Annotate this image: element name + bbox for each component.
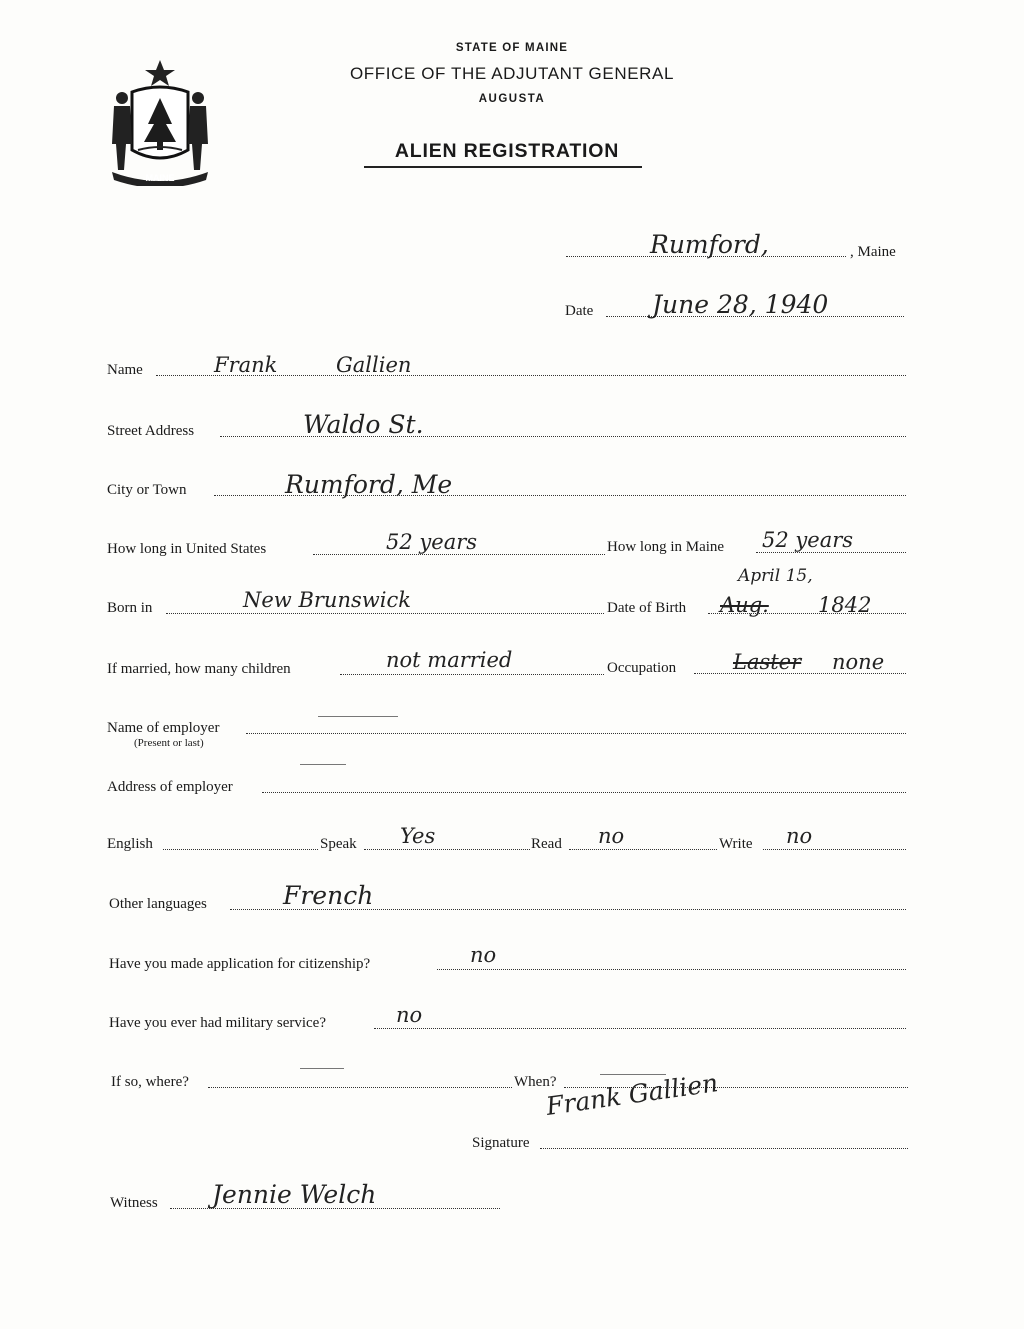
read-label: Read xyxy=(531,836,562,852)
dob-label: Date of Birth xyxy=(607,600,687,616)
form-title: ALIEN REGISTRATION xyxy=(394,140,620,162)
office-heading: OFFICE OF THE ADJUTANT GENERAL xyxy=(349,64,675,83)
name-last-entry: Gallien xyxy=(336,353,412,377)
dob-year-entry: 1842 xyxy=(818,593,872,617)
born-in-entry: New Brunswick xyxy=(243,588,411,612)
speak-entry: Yes xyxy=(400,824,436,848)
english-label: English xyxy=(107,836,153,852)
signature-line xyxy=(540,1148,908,1149)
town-entry: Rumford, xyxy=(650,230,769,259)
occupation-struck-entry: Laster xyxy=(733,650,802,674)
years-us-entry: 52 years xyxy=(386,530,478,554)
where-dash xyxy=(300,1068,344,1069)
maine-label: , Maine xyxy=(850,244,896,260)
when-label: When? xyxy=(514,1074,557,1090)
military-label: Have you ever had military service? xyxy=(109,1015,326,1031)
citizenship-line xyxy=(437,969,906,970)
dob-struck-entry: Aug. xyxy=(720,593,769,617)
state-heading: STATE OF MAINE xyxy=(455,42,569,54)
other-languages-entry: French xyxy=(283,881,374,910)
years-us-line xyxy=(313,554,605,555)
where-label: If so, where? xyxy=(111,1074,189,1090)
citizenship-label: Have you made application for citizenship? xyxy=(109,956,371,972)
employer-line xyxy=(246,733,906,734)
date-entry: June 28, 1940 xyxy=(652,290,829,319)
military-entry: no xyxy=(396,1003,423,1027)
date-label: Date xyxy=(565,303,594,319)
employer-address-dash xyxy=(300,764,346,765)
years-us-label: How long in United States xyxy=(107,541,267,557)
employer-label: Name of employer xyxy=(107,720,220,736)
read-line xyxy=(569,849,717,850)
born-in-line xyxy=(166,613,604,614)
children-label: If married, how many children xyxy=(107,661,291,677)
employer-note: (Present or last) xyxy=(134,737,204,749)
where-line xyxy=(208,1087,512,1088)
write-line xyxy=(763,849,906,850)
years-maine-entry: 52 years xyxy=(762,528,854,552)
write-entry: no xyxy=(786,824,813,848)
when-dash xyxy=(600,1074,666,1075)
employer-address-label: Address of employer xyxy=(107,779,233,795)
signature-entry: Frank Gallien xyxy=(544,1068,720,1121)
military-line xyxy=(374,1028,906,1029)
citizenship-entry: no xyxy=(470,943,497,967)
title-underline xyxy=(364,166,642,168)
witness-entry: Jennie Welch xyxy=(212,1180,377,1209)
years-maine-line xyxy=(756,552,906,553)
english-line xyxy=(163,849,318,850)
speak-label: Speak xyxy=(320,836,357,852)
seal-text: MAINE xyxy=(145,173,175,183)
children-line xyxy=(340,674,604,675)
years-maine-label: How long in Maine xyxy=(607,539,725,555)
born-in-label: Born in xyxy=(107,600,153,616)
occupation-label: Occupation xyxy=(607,660,677,676)
city-heading: AUGUSTA xyxy=(478,93,546,105)
speak-line xyxy=(364,849,530,850)
name-label: Name xyxy=(107,362,143,378)
write-label: Write xyxy=(719,836,753,852)
other-languages-label: Other languages xyxy=(109,896,207,912)
employer-address-line xyxy=(262,792,906,793)
witness-label: Witness xyxy=(110,1195,158,1211)
signature-label: Signature xyxy=(472,1135,530,1151)
name-first-entry: Frank xyxy=(214,353,278,377)
employer-dash xyxy=(318,716,398,717)
street-entry: Waldo St. xyxy=(303,410,424,439)
city-label: City or Town xyxy=(107,482,187,498)
read-entry: no xyxy=(598,824,625,848)
street-label: Street Address xyxy=(107,423,195,439)
city-entry: Rumford, Me xyxy=(285,470,453,499)
dob-insert-entry: April 15, xyxy=(738,566,813,586)
children-entry: not married xyxy=(386,648,513,672)
occupation-entry: none xyxy=(832,650,885,674)
